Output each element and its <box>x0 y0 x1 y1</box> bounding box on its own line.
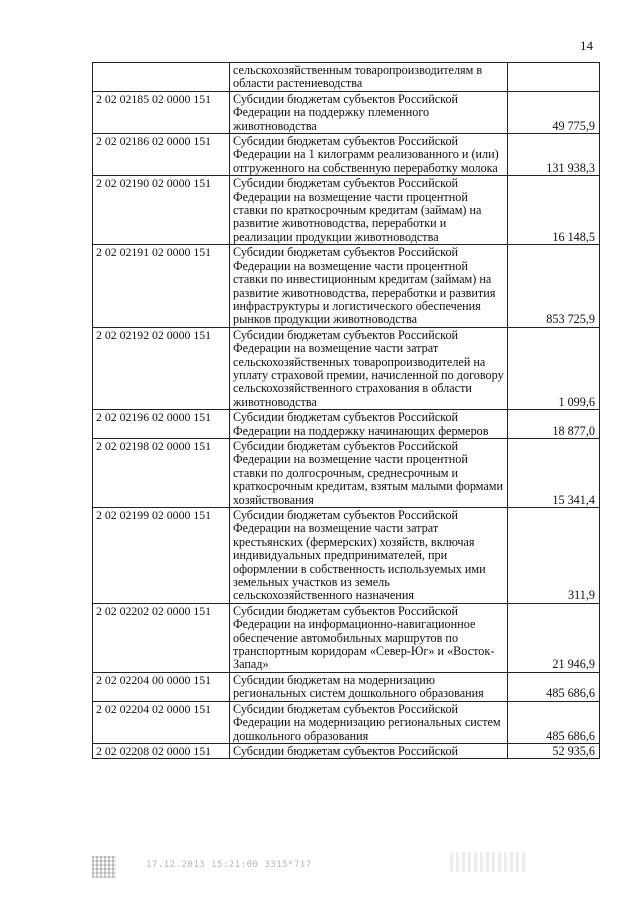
amount-cell: 21 946,9 <box>508 603 600 672</box>
amount-cell: 18 877,0 <box>508 410 600 439</box>
amount-cell: 49 775,9 <box>508 91 600 133</box>
table-row <box>93 176 600 245</box>
description-cell: Субсидии бюджетам на модернизацию региональных систем дошкольного образования <box>230 672 508 701</box>
table-row <box>93 701 600 743</box>
table-row <box>93 327 600 409</box>
amount-cell: 853 725,9 <box>508 245 600 327</box>
stamp-text: 17.12.2013 15:21:00 3315*717 <box>146 860 312 870</box>
amount-cell <box>508 63 600 92</box>
table-row <box>93 672 600 701</box>
budget-code-cell: 2 02 02196 02 0000 151 <box>93 410 230 439</box>
description-cell: Субсидии бюджетам субъектов Российской Федерации на возмещение части процентной ставки по долгосрочным, среднесрочным и краткосрочным кредитам, взятым малыми формами хозяйствования <box>230 438 508 507</box>
table-row <box>93 438 600 507</box>
budget-code-cell: 2 02 02204 02 0000 151 <box>93 701 230 743</box>
description-cell: Субсидии бюджетам субъектов Российской Федерации на информационно-навигационное обеспечение автомобильных маршрутов по транспортным коридорам «Север-Юг» и «Восток-Запад» <box>230 603 508 672</box>
budget-code-cell: 2 02 02192 02 0000 151 <box>93 327 230 409</box>
description-cell: Субсидии бюджетам субъектов Российской Федерации на возмещение части затрат крестьянских (фермерских) хозяйств, включая индивидуальных предпринимателей, при оформлении в собственность используемых ими земельных участков из земель сельскохозяйственного назначения <box>230 508 508 604</box>
amount-cell: 311,9 <box>508 508 600 604</box>
table-row <box>93 603 600 672</box>
description-cell: Субсидии бюджетам субъектов Российской Федерации на 1 килограмм реализованного и (или) отгруженного на собственную переработку молока <box>230 134 508 176</box>
table-row <box>93 245 600 327</box>
budget-code-cell: 2 02 02198 02 0000 151 <box>93 438 230 507</box>
table-row <box>93 508 600 604</box>
budget-code-cell: 2 02 02199 02 0000 151 <box>93 508 230 604</box>
budget-code-cell: 2 02 02185 02 0000 151 <box>93 91 230 133</box>
table-row <box>93 91 600 133</box>
description-cell: Субсидии бюджетам субъектов Российской Федерации на возмещение части затрат сельскохозяйственных товаропроизводителей на уплату страховой премии, начисленной по договору сельскохозяйственного страхования в области животноводства <box>230 327 508 409</box>
table-row <box>93 134 600 176</box>
amount-cell: 485 686,6 <box>508 701 600 743</box>
amount-cell: 15 341,4 <box>508 438 600 507</box>
budget-code-cell: 2 02 02202 02 0000 151 <box>93 603 230 672</box>
budget-code-cell: 2 02 02190 02 0000 151 <box>93 176 230 245</box>
amount-cell: 131 938,3 <box>508 134 600 176</box>
budget-code-cell: 2 02 02186 02 0000 151 <box>93 134 230 176</box>
budget-code-cell: 2 02 02208 02 0000 151 <box>93 743 230 758</box>
page-number: 14 <box>580 38 593 53</box>
description-cell: Субсидии бюджетам субъектов Российской Федерации на поддержку племенного животноводства <box>230 91 508 133</box>
table-row <box>93 63 600 92</box>
budget-code-cell: 2 02 02191 02 0000 151 <box>93 245 230 327</box>
description-cell: Субсидии бюджетам субъектов Российской <box>230 743 508 758</box>
amount-cell: 16 148,5 <box>508 176 600 245</box>
amount-cell: 52 935,6 <box>508 743 600 758</box>
amount-cell: 485 686,6 <box>508 672 600 701</box>
barcode-icon <box>92 856 116 878</box>
description-cell: Субсидии бюджетам субъектов Российской Федерации на возмещение части процентной ставки по краткосрочным кредитам (займам) на развитие животноводства, переработки и реализации продукции животноводства <box>230 176 508 245</box>
budget-code-cell: 2 02 02204 00 0000 151 <box>93 672 230 701</box>
table-row <box>93 410 600 439</box>
budget-revenue-table <box>92 62 600 759</box>
table-row <box>93 743 600 758</box>
description-cell: Субсидии бюджетам субъектов Российской Федерации на модернизацию региональных систем дошкольного образования <box>230 701 508 743</box>
description-cell: Субсидии бюджетам субъектов Российской Федерации на поддержку начинающих фермеров <box>230 410 508 439</box>
faded-mark <box>450 852 528 872</box>
description-cell: Субсидии бюджетам субъектов Российской Федерации на возмещение части процентной ставки по инвестиционным кредитам (займам) на развитие животноводства, переработки и развития инфраструктуры и логистического обеспечения рынков продукции животноводства <box>230 245 508 327</box>
description-cell: сельскохозяйственным товаропроизводителям в области растениеводства <box>230 63 508 92</box>
amount-cell: 1 099,6 <box>508 327 600 409</box>
budget-code-cell <box>93 63 230 92</box>
